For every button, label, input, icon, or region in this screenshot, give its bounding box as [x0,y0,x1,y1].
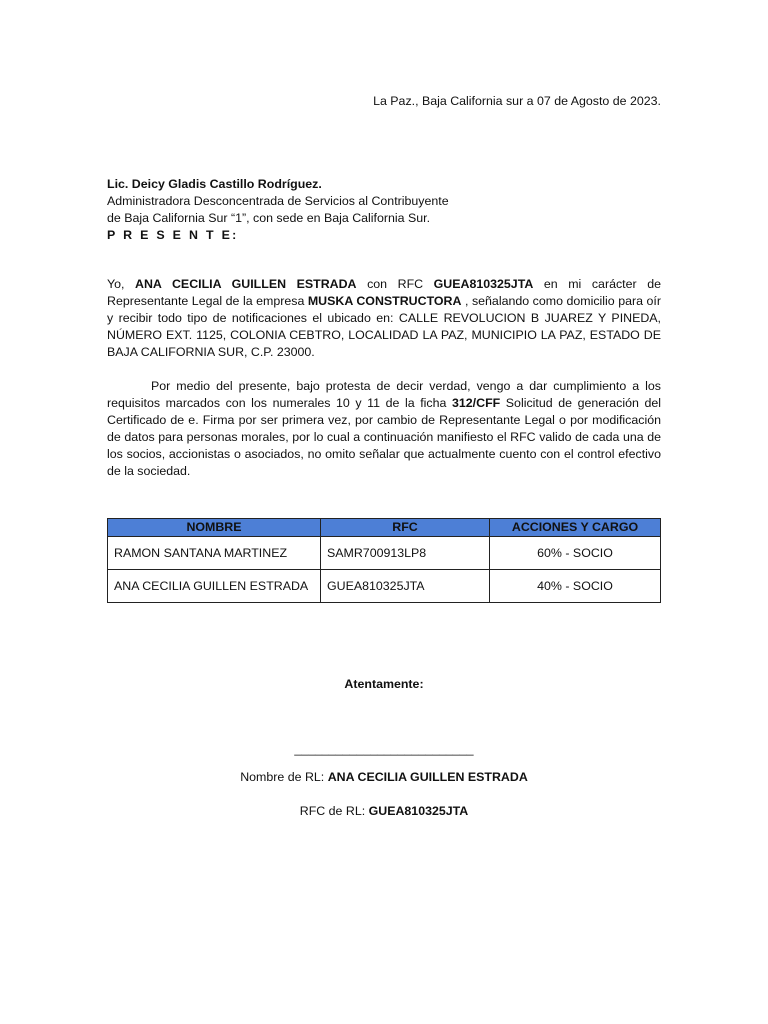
representative-name: ANA CECILIA GUILLEN ESTRADA [135,277,357,291]
table-row [108,570,661,603]
cell-acciones-cargo: 60% - SOCIO [490,537,661,570]
addressee-block [107,176,449,244]
para1-text-1: Yo, [107,277,136,291]
rl-name-line [107,769,661,786]
rl-name-value: ANA CECILIA GUILLEN ESTRADA [327,770,528,784]
table-header-row [108,519,661,537]
addressee-title-line-2: de Baja California Sur “1”, con sede en Baja California Sur. [107,211,431,225]
statement-paragraph [107,378,661,480]
rl-name-label: Nombre de RL: [240,770,328,784]
cell-rfc: GUEA810325JTA [321,570,490,603]
declaration-paragraph [107,276,661,361]
addressee-name: Lic. Deicy Gladis Castillo Rodríguez. [107,177,322,191]
representative-rfc: GUEA810325JTA [433,277,534,291]
cell-nombre: ANA CECILIA GUILLEN ESTRADA [108,570,321,603]
closing-text: Atentamente: [344,677,424,691]
partners-table [107,518,661,603]
signature-block [107,676,661,820]
presente-label: P R E S E N T E: [107,228,239,242]
para2-text-1: Por medio del presente, bajo protesta de decir verdad, vengo a dar cumplimiento a los requisitos marcados con los numerales 10 y 11 de la ficha [107,379,661,410]
rl-rfc-value: GUEA810325JTA [368,804,469,818]
ficha-number: 312/CFF [452,396,501,410]
header-rfc: RFC [321,519,490,537]
cell-nombre: RAMON SANTANA MARTINEZ [108,537,321,570]
para2-text-2: Solicitud de generación del Certificado de e. Firma por ser primera vez, por cambio de Representante Legal o por modificación de datos para personas morales, por lo cual a continuación manifiesto el RFC valido de cada una de los socios, accionistas o asociados, no omito señalar que actualmente cuento con el control efectivo de la sociedad. [107,396,662,478]
cell-rfc: SAMR700913LP8 [321,537,490,570]
rl-rfc-label: RFC de RL: [299,804,369,818]
domicile-address: CALLE REVOLUCION B JUAREZ Y PINEDA, NÚMERO EXT. 1125, COLONIA CEBTRO, LOCALIDAD LA PAZ, MUNICIPIO LA PAZ, ESTADO DE BAJA CALIFORNIA SUR, C.P. 23000. [107,311,661,359]
para1-text-4: , señalando como domicilio para oír y recibir todo tipo de notificaciones el ubicado en: [107,294,661,325]
signature-line: __________________________ [294,742,474,756]
table-row [108,537,661,570]
rl-rfc-line [107,803,661,820]
addressee-title-line-1: Administradora Desconcentrada de Servicios al Contribuyente [107,194,449,208]
para1-text-2: con RFC [356,277,434,291]
date-line: La Paz., Baja California sur a 07 de Agosto de 2023. [373,94,661,108]
para1-text-3: en mi carácter de Representante Legal de la empresa [107,277,661,308]
company-name: MUSKA CONSTRUCTORA [307,294,462,308]
header-nombre: NOMBRE [108,519,321,537]
cell-acciones-cargo: 40% - SOCIO [490,570,661,603]
header-acciones-cargo: ACCIONES Y CARGO [490,519,661,537]
